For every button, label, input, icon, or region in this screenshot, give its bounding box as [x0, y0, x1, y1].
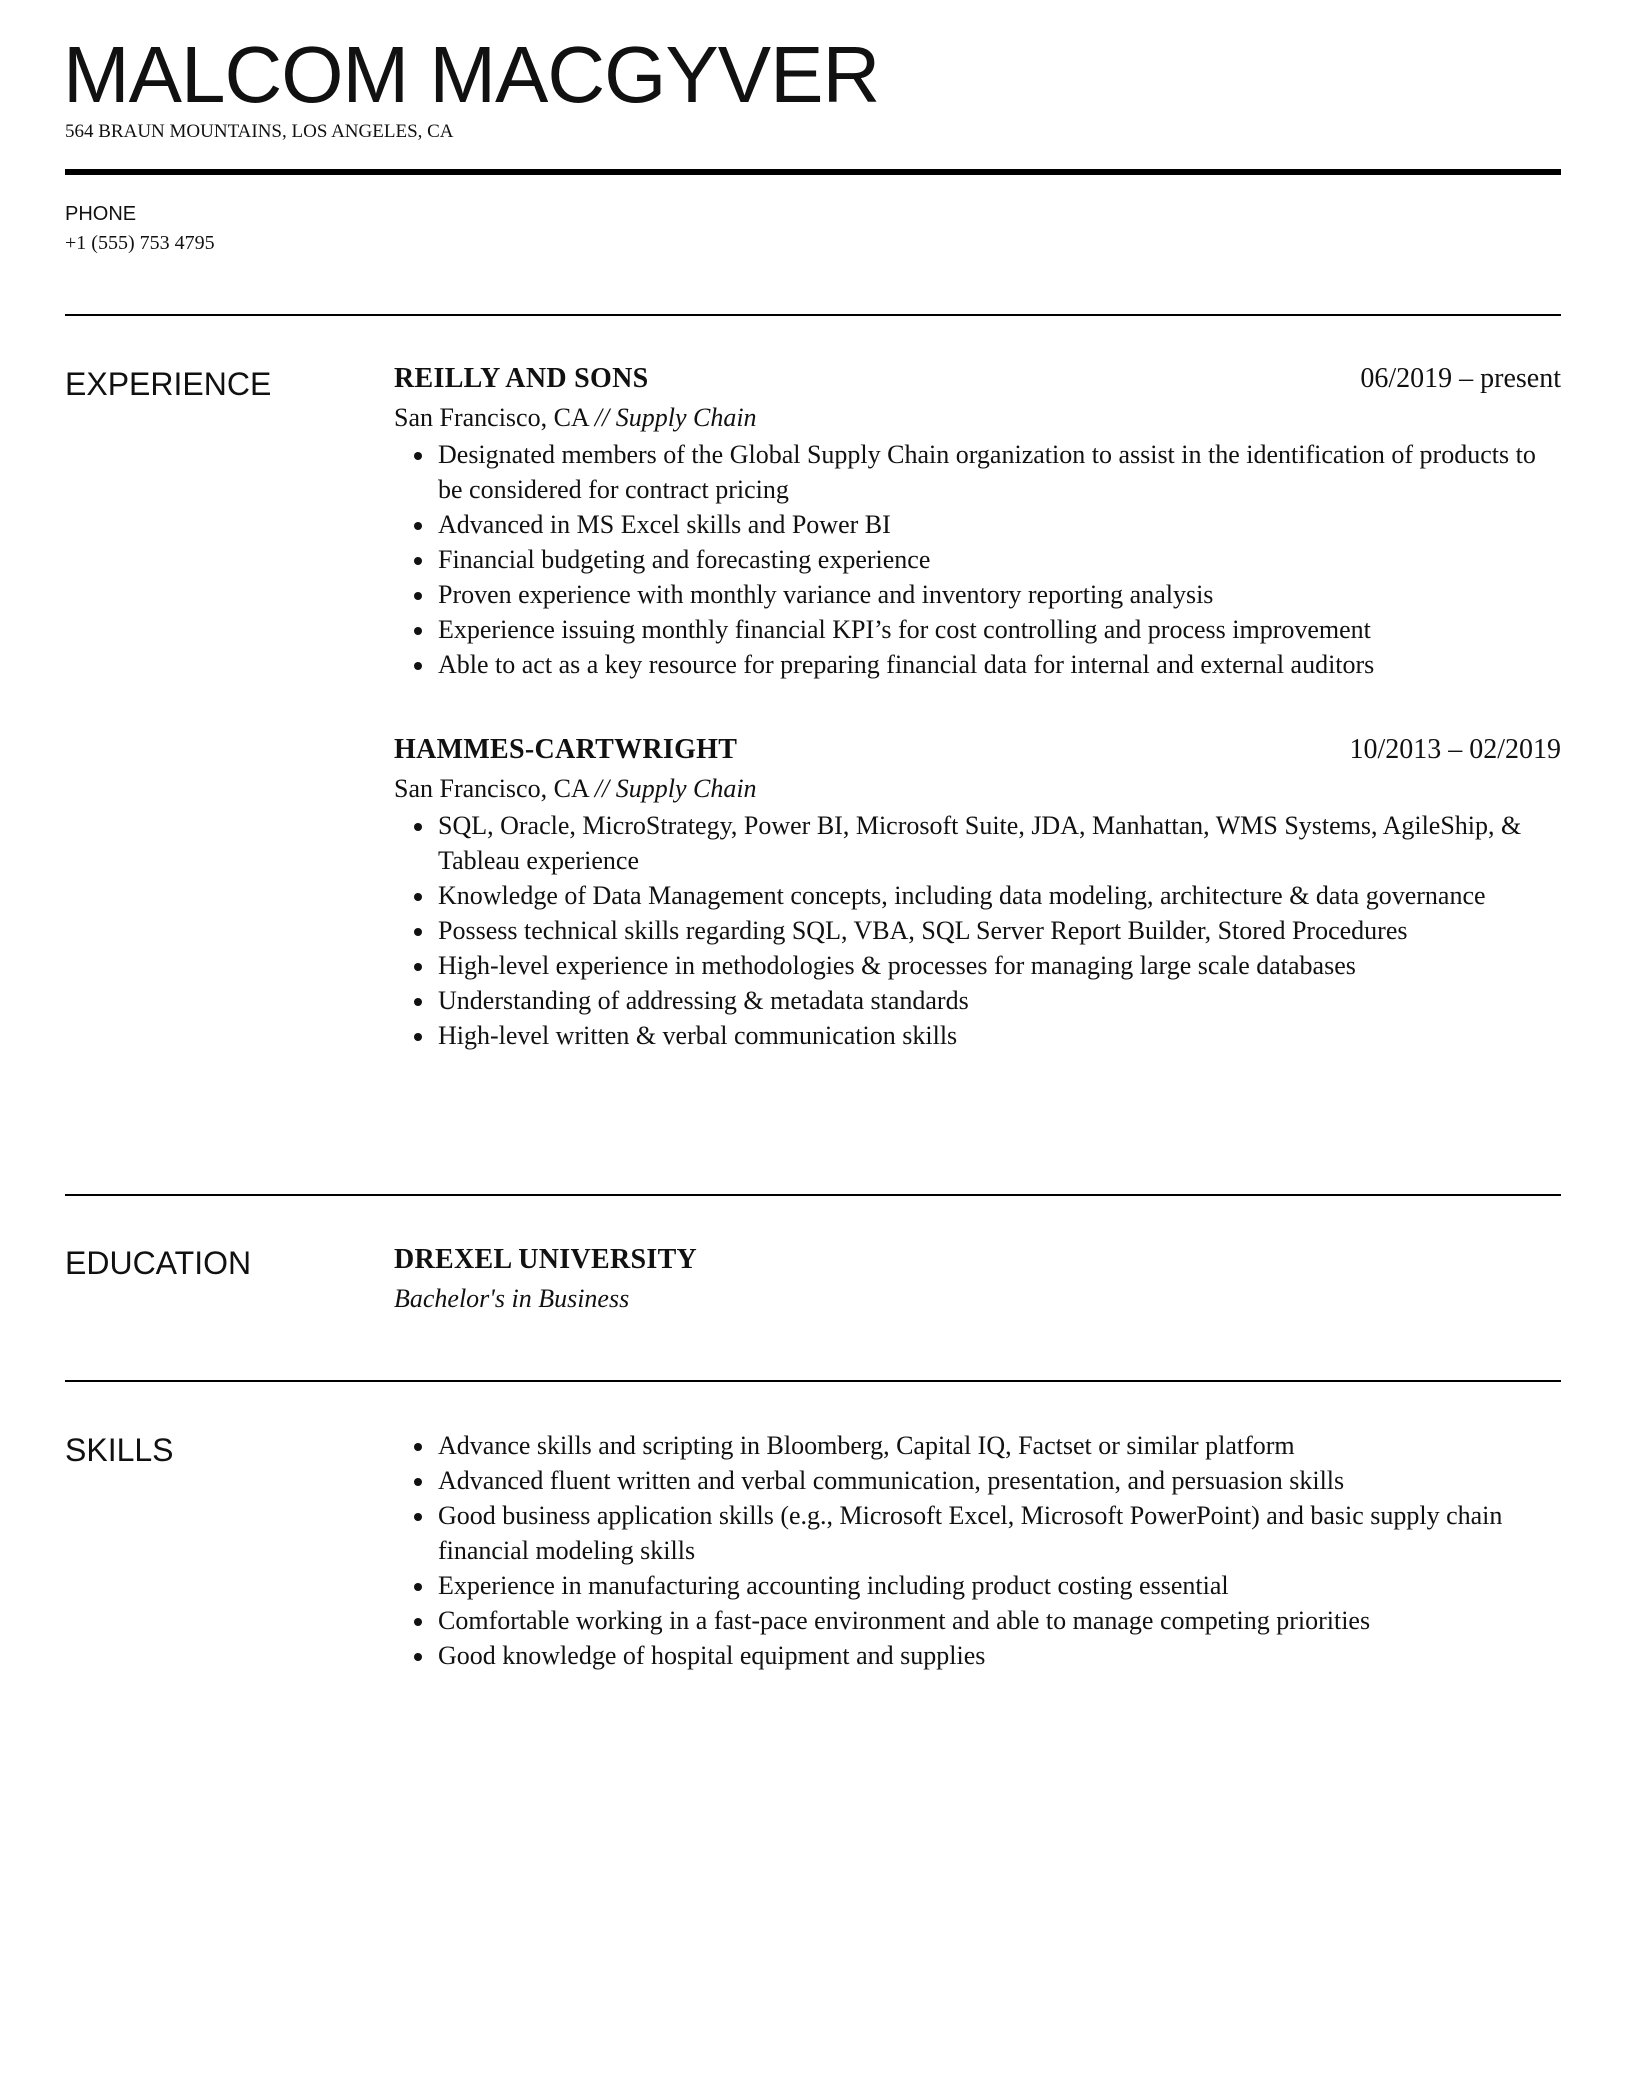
- skills-heading: SKILLS: [65, 1432, 174, 1468]
- job-field: Supply Chain: [615, 403, 757, 432]
- separator: //: [594, 403, 610, 432]
- list-item: • Good knowledge of hospital equipment and supplies: [436, 1638, 1561, 1673]
- job-dates: 06/2019 – present: [1360, 363, 1561, 394]
- address: 564 BRAUN MOUNTAINS, LOS ANGELES, CA: [65, 121, 454, 142]
- separator: //: [594, 774, 610, 803]
- job-location: San Francisco, CA: [394, 774, 589, 803]
- job-entry: [394, 732, 1561, 1053]
- list-item: • Advanced fluent written and verbal communication, presentation, and persuasion skills: [436, 1463, 1561, 1498]
- list-item: • Knowledge of Data Management concepts, including data modeling, architecture & data governance: [436, 878, 1561, 913]
- job-dates: 10/2013 – 02/2019: [1349, 734, 1561, 765]
- company-name: REILLY AND SONS: [394, 363, 649, 394]
- job-bullets: [394, 437, 1561, 682]
- job-location-line: [394, 400, 1561, 435]
- section-divider: [65, 1380, 1561, 1382]
- job-bullets: [394, 808, 1561, 1053]
- list-item: • Advanced in MS Excel skills and Power BI: [436, 507, 1561, 542]
- list-item: • Proven experience with monthly variance and inventory reporting analysis: [436, 577, 1561, 612]
- job-field: Supply Chain: [615, 774, 757, 803]
- list-item: • Understanding of addressing & metadata standards: [436, 983, 1561, 1018]
- list-item: • Good business application skills (e.g., Microsoft Excel, Microsoft PowerPoint) and basic supply chain financial modeling skills: [436, 1498, 1561, 1568]
- school-name: DREXEL UNIVERSITY: [394, 1244, 698, 1275]
- section-divider: [65, 314, 1561, 316]
- job-entry: [394, 361, 1561, 682]
- list-item: • Advance skills and scripting in Bloomberg, Capital IQ, Factset or similar platform: [436, 1428, 1561, 1463]
- list-item: • Financial budgeting and forecasting experience: [436, 542, 1561, 577]
- company-name: HAMMES-CARTWRIGHT: [394, 734, 738, 765]
- list-item: • Designated members of the Global Supply Chain organization to assist in the identification of products to be considered for contract pricing: [436, 437, 1561, 507]
- section-divider: [65, 1194, 1561, 1196]
- skills-section: [394, 1428, 1561, 1673]
- job-location: San Francisco, CA: [394, 403, 589, 432]
- education-section: [394, 1242, 1561, 1316]
- degree: Bachelor's in Business: [394, 1284, 630, 1313]
- list-item: • Able to act as a key resource for preparing financial data for internal and external auditors: [436, 647, 1561, 682]
- list-item: • Possess technical skills regarding SQL, VBA, SQL Server Report Builder, Stored Procedures: [436, 913, 1561, 948]
- list-item: • Comfortable working in a fast-pace environment and able to manage competing priorities: [436, 1603, 1561, 1638]
- list-item: • Experience issuing monthly financial KPI’s for cost controlling and process improvement: [436, 612, 1561, 647]
- header-divider: [65, 169, 1561, 175]
- list-item: • Experience in manufacturing accounting including product costing essential: [436, 1568, 1561, 1603]
- experience-section: [394, 361, 1561, 1053]
- experience-heading: EXPERIENCE: [65, 366, 272, 402]
- list-item: • High-level written & verbal communication skills: [436, 1018, 1561, 1053]
- skills-list: [394, 1428, 1561, 1673]
- candidate-name: MALCOM MACGYVER: [63, 30, 880, 119]
- job-location-line: [394, 771, 1561, 806]
- list-item: • SQL, Oracle, MicroStrategy, Power BI, Microsoft Suite, JDA, Manhattan, WMS Systems, AgileShip, & Tableau experience: [436, 808, 1561, 878]
- phone-value: +1 (555) 753 4795: [65, 232, 215, 254]
- list-item: • High-level experience in methodologies & processes for managing large scale databases: [436, 948, 1561, 983]
- education-heading: EDUCATION: [65, 1245, 252, 1281]
- phone-label: PHONE: [65, 203, 137, 225]
